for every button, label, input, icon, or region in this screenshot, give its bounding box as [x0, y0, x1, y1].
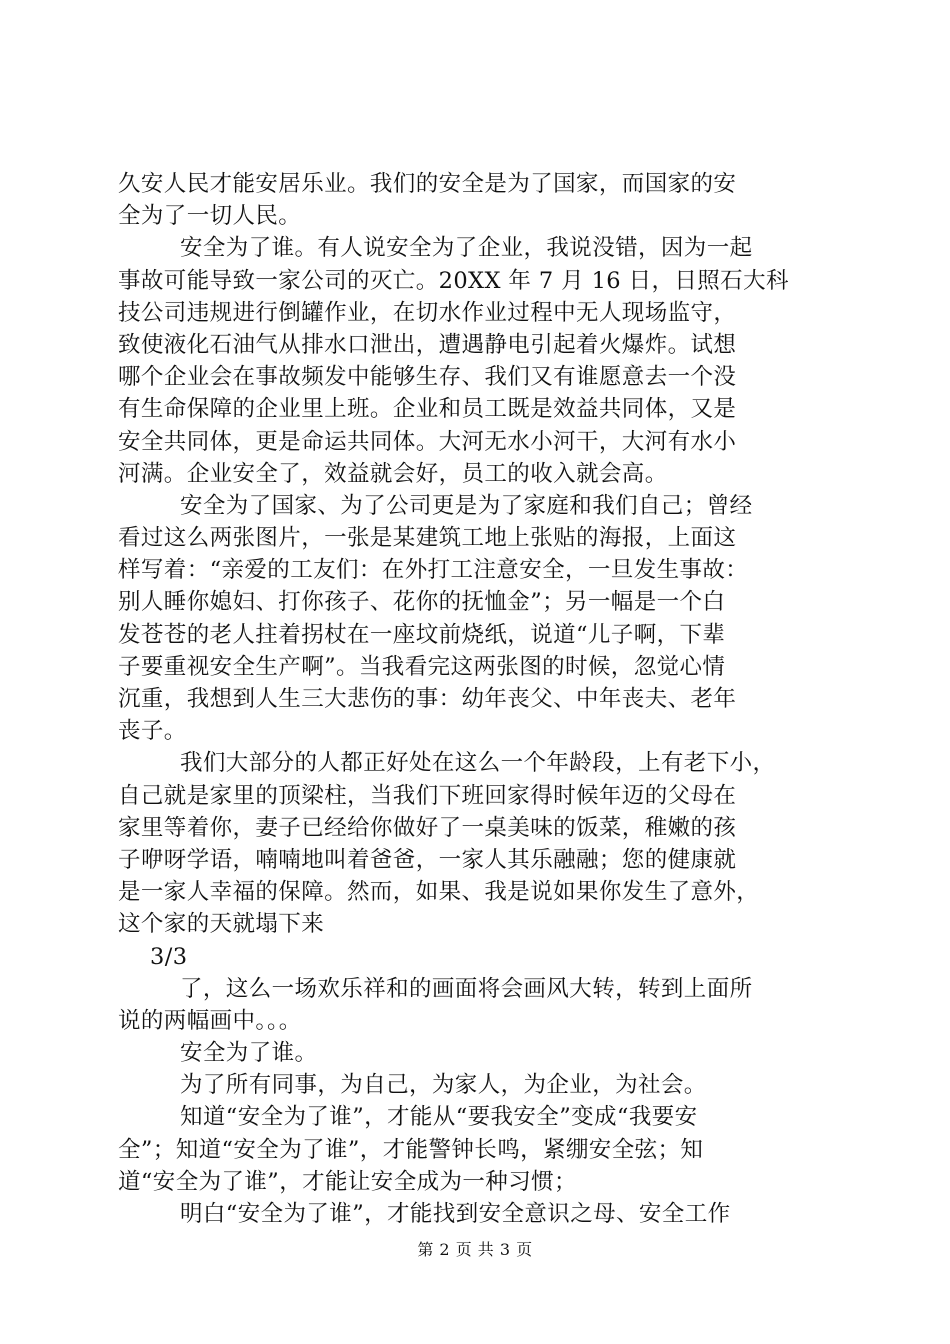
text-line: 子要重视安全生产啊”。当我看完这两张图的时候，忽觉心情 [118, 653, 726, 680]
text-line: 哪个企业会在事故频发中能够生存、我们又有谁愿意去一个没 [118, 364, 737, 391]
text-line: 自己就是家里的顶梁柱，当我们下班回家得时候年迈的父母在 [118, 782, 737, 809]
text-line: 河满。企业安全了，效益就会好，员工的收入就会高。 [118, 460, 668, 487]
text-line: 技公司违规进行倒罐作业，在切水作业过程中无人现场监守， [118, 299, 737, 326]
document-body [118, 168, 838, 1230]
text-line: 沉重，我想到人生三大悲伤的事：幼年丧父、中年丧夫、老年 [118, 686, 737, 712]
text-line: 全为了一切人民。 [118, 203, 302, 230]
paragraph-start-line: 安全为了谁。 [180, 1040, 318, 1067]
text-line: 安全共同体，更是命运共同体。大河无水小河干，大河有水小 [118, 428, 737, 455]
paragraph-start-line: 我们大部分的人都正好处在这么一个年龄段，上有老下小， [180, 750, 776, 777]
paragraph-start-line: 知道“安全为了谁”，才能从“要我安全”变成“我要安 [180, 1104, 698, 1131]
paragraph-start-line: 明白“安全为了谁”，才能找到安全意识之母、安全工作 [180, 1201, 731, 1227]
text-line: 发苍苍的老人拄着拐杖在一座坟前烧纸，说道“儿子啊，下辈 [118, 621, 726, 648]
paragraph-start-line: 了，这么一场欢乐祥和的画面将会画风大转，转到上面所 [180, 975, 753, 1002]
text-line: 道“安全为了谁”，才能让安全成为一种习惯； [118, 1168, 577, 1195]
text-line: 全”；知道“安全为了谁”，才能警钟长鸣，紧绷安全弦；知 [118, 1136, 704, 1163]
text-line: 有生命保障的企业里上班。企业和员工既是效益共同体，又是 [118, 396, 737, 423]
text-line: 看过这么两张图片，一张是某建筑工地上张贴的海报，上面这 [118, 525, 737, 552]
paragraph-start-line: 安全为了谁。有人说安全为了企业，我说没错，因为一起 [180, 235, 753, 262]
text-line: 别人睡你媳妇、打你孩子、花你的抚恤金”；另一幅是一个白 [118, 589, 726, 616]
text-line: 子咿呀学语，喃喃地叫着爸爸，一家人其乐融融；您的健康就 [118, 846, 737, 873]
text-line: 久安人民才能安居乐业。我们的安全是为了国家，而国家的安 [118, 171, 737, 197]
text-line: 丧子。 [118, 718, 187, 745]
text-line: 样写着：“亲爱的工友们：在外打工注意安全，一旦发生事故： [118, 557, 749, 584]
text-line: 这个家的天就塌下来 [118, 911, 325, 938]
page-reference: 3/3 [150, 943, 188, 970]
text-line: 家里等着你，妻子已经给你做好了一桌美味的饭菜，稚嫩的孩 [118, 814, 737, 841]
page-footer: 第 2 页 共 3 页 [417, 1240, 533, 1259]
text-line: 说的两幅画中。。。 [118, 1007, 302, 1034]
text-line: 是一家人幸福的保障。然而，如果、我是说如果你发生了意外， [118, 879, 760, 906]
text-line: 致使液化石油气从排水口泄出，遭遇静电引起着火爆炸。试想 [118, 331, 737, 358]
paragraph-start-line: 安全为了国家、为了公司更是为了家庭和我们自己；曾经 [180, 492, 753, 519]
text-line: 事故可能导致一家公司的灭亡。20XX 年 7 月 16 日，日照石大科 [118, 267, 789, 294]
paragraph-start-line: 为了所有同事，为自己，为家人，为企业，为社会。 [180, 1072, 707, 1099]
